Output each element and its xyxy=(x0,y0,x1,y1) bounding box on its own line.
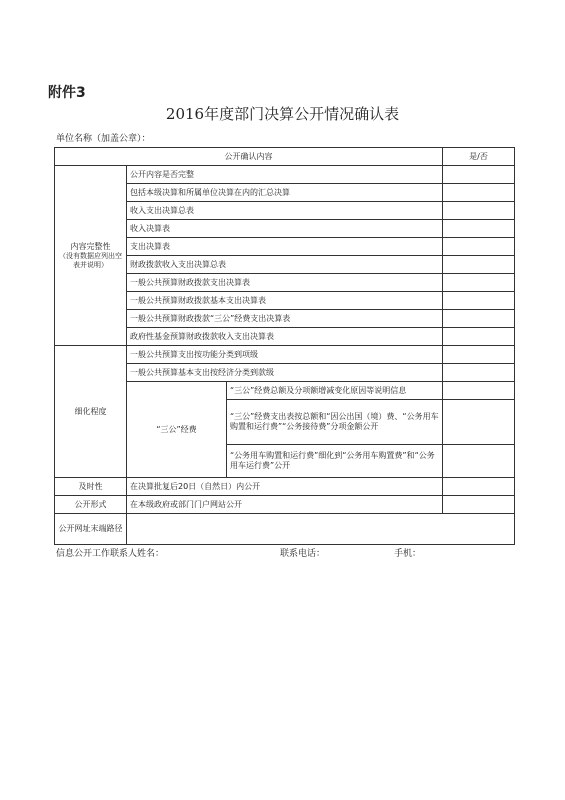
timeliness-value: 在决算批复后20日（自然日）内公开 xyxy=(127,478,443,496)
header-content: 公开确认内容 xyxy=(55,148,443,166)
yesno-cell[interactable] xyxy=(443,382,515,400)
completeness-label: 内容完整性 xyxy=(70,241,111,251)
yesno-cell[interactable] xyxy=(443,346,515,364)
table-header-row xyxy=(55,148,515,166)
detail-label: 细化程度 xyxy=(55,346,127,478)
phone-label: 联系电话： xyxy=(280,549,326,559)
yesno-cell[interactable] xyxy=(443,478,515,496)
yesno-cell[interactable] xyxy=(443,220,515,238)
table-row xyxy=(55,478,515,496)
yesno-cell[interactable] xyxy=(443,400,515,445)
yesno-cell[interactable] xyxy=(443,238,515,256)
url-label: 公开网址末端路径 xyxy=(55,514,127,545)
table-cell: “三公”经费支出表按总额和“因公出国（境）费、“公务用车购置和运行费”“公务接待费”分项金额公开 xyxy=(227,400,443,445)
unit-name-label: 单位名称（加盖公章）： xyxy=(56,134,151,144)
table-cell: 一般公共预算财政拨款“三公”经费支出决算表 xyxy=(127,310,443,328)
yesno-cell[interactable] xyxy=(443,256,515,274)
table-cell: “三公”经费总额及分项额增减变化原因等说明信息 xyxy=(227,382,443,400)
table-row xyxy=(55,514,515,545)
yesno-cell[interactable] xyxy=(443,496,515,514)
yesno-cell[interactable] xyxy=(443,274,515,292)
table-row xyxy=(55,496,515,514)
yesno-cell[interactable] xyxy=(443,166,515,184)
attachment-label: 附件3 xyxy=(48,85,86,101)
table-cell: 收入支出决算总表 xyxy=(127,202,443,220)
form-label: 公开形式 xyxy=(55,496,127,514)
table-cell: 包括本级决算和所属单位决算在内的汇总决算 xyxy=(127,184,443,202)
yesno-cell[interactable] xyxy=(443,292,515,310)
table-cell: 支出决算表 xyxy=(127,238,443,256)
table-cell: “公务用车购置和运行费”细化到“公务用车购置费”和“公务用车运行费”公开 xyxy=(227,445,443,478)
yesno-cell[interactable] xyxy=(443,310,515,328)
header-yesno: 是/否 xyxy=(443,148,515,166)
table-cell: 一般公共预算基本支出按经济分类到款级 xyxy=(127,364,443,382)
completeness-label-cell xyxy=(55,166,127,346)
contact-name-label: 信息公开工作联系人姓名： xyxy=(56,549,165,559)
yesno-cell[interactable] xyxy=(443,184,515,202)
confirmation-table xyxy=(54,147,515,545)
sangong-label: “三公”经费 xyxy=(127,382,227,478)
table-row xyxy=(55,346,515,364)
timeliness-label: 及时性 xyxy=(55,478,127,496)
yesno-cell[interactable] xyxy=(443,364,515,382)
yesno-cell[interactable] xyxy=(443,202,515,220)
table-cell: 一般公共预算财政拨款支出决算表 xyxy=(127,274,443,292)
table-cell: 一般公共预算财政拨款基本支出决算表 xyxy=(127,292,443,310)
table-cell: 收入决算表 xyxy=(127,220,443,238)
table-row xyxy=(55,166,515,184)
mobile-label: 手机： xyxy=(394,549,422,559)
url-value[interactable] xyxy=(127,514,515,545)
yesno-cell[interactable] xyxy=(443,445,515,478)
completeness-note: （没有数据应列出空表并说明） xyxy=(59,251,122,269)
page-title: 2016年度部门决算公开情况确认表 xyxy=(165,105,400,123)
yesno-cell[interactable] xyxy=(443,328,515,346)
table-cell: 政府性基金预算财政拨款收入支出决算表 xyxy=(127,328,443,346)
table-cell: 公开内容是否完整 xyxy=(127,166,443,184)
table-cell: 财政拨款收入支出决算总表 xyxy=(127,256,443,274)
table-cell: 一般公共预算支出按功能分类到项级 xyxy=(127,346,443,364)
form-value: 在本级政府或部门门户网站公开 xyxy=(127,496,443,514)
